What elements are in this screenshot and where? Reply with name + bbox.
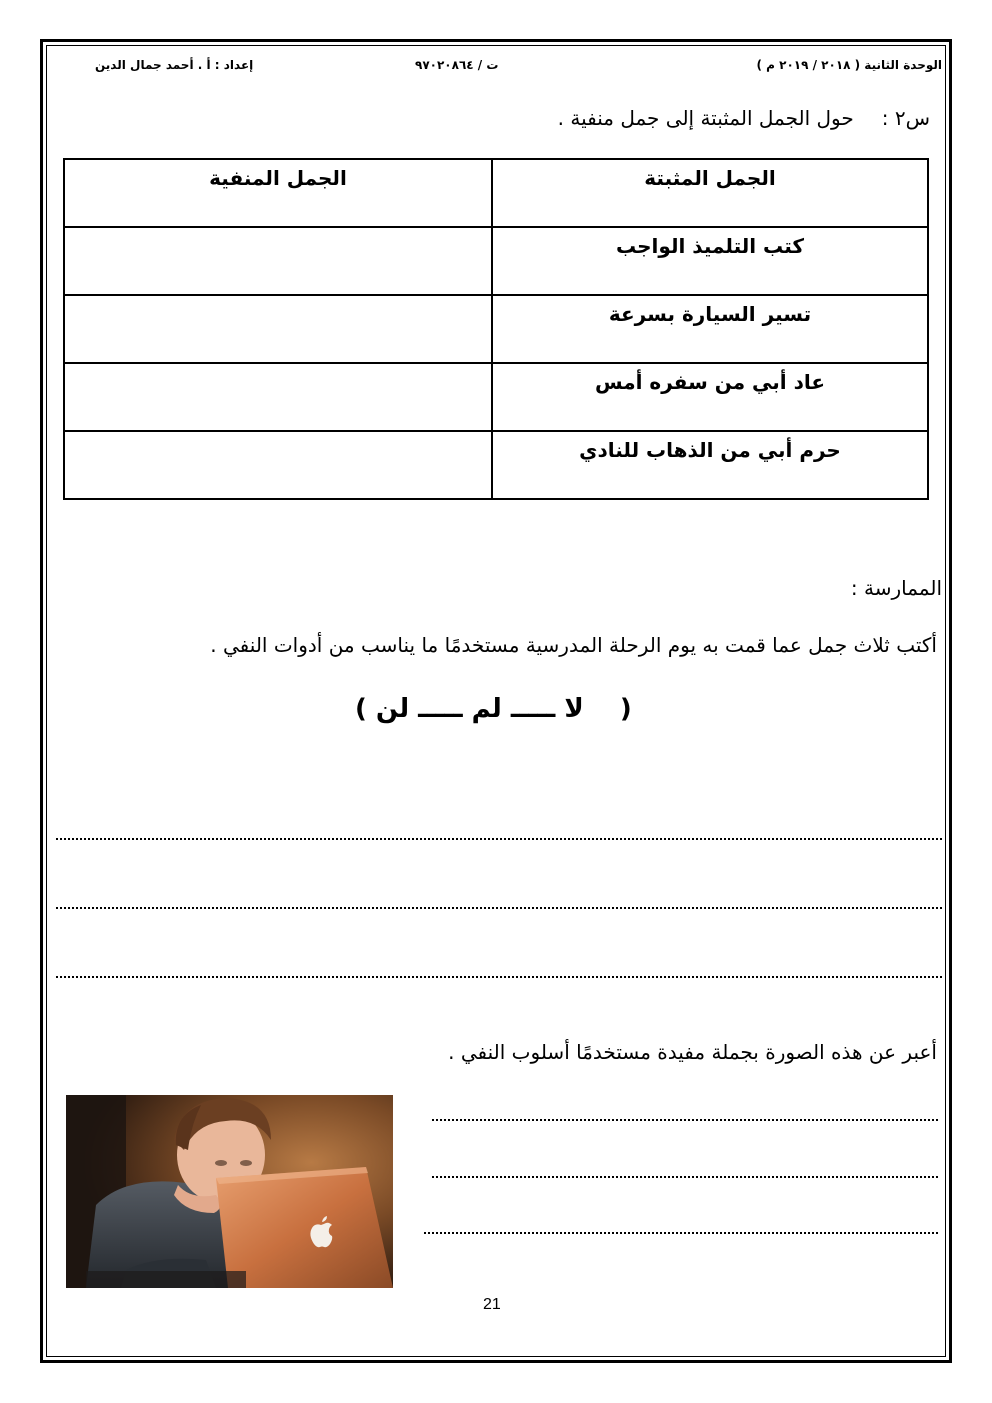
answer-line[interactable] xyxy=(56,976,942,978)
table-row xyxy=(64,295,928,363)
page-number: 21 xyxy=(483,1296,501,1313)
col-affirmative-header: الجمل المثبتة xyxy=(492,159,928,227)
answer-line[interactable] xyxy=(56,907,942,909)
header-author: إعداد : أ . أحمد جمال الدين xyxy=(95,58,254,72)
picture-answer-line[interactable] xyxy=(432,1176,938,1178)
col-negative-header: الجمل المنفية xyxy=(64,159,492,227)
question-line xyxy=(558,106,930,130)
practice-title: الممارسة : xyxy=(850,576,942,600)
affirmative-sentence: حرم أبي من الذهاب للنادي xyxy=(492,431,928,499)
header-phone: ت / ٩٧٠٢٠٨٦٤ xyxy=(415,58,499,72)
table-header-row xyxy=(64,159,928,227)
negative-answer-cell[interactable] xyxy=(64,295,492,363)
negative-answer-cell[interactable] xyxy=(64,227,492,295)
picture-answer-line[interactable] xyxy=(432,1119,938,1121)
question-text: حول الجمل المثبتة إلى جمل منفية . xyxy=(557,106,854,130)
question-number: س٢ : xyxy=(881,106,930,130)
table-row xyxy=(64,363,928,431)
header-unit: الوحدة الثانية ( ٢٠١٨ / ٢٠١٩ م ) xyxy=(756,58,942,72)
negative-answer-cell[interactable] xyxy=(64,363,492,431)
picture-answer-line[interactable] xyxy=(424,1232,938,1234)
answer-line[interactable] xyxy=(56,838,942,840)
practice-task: أكتب ثلاث جمل عما قمت به يوم الرحلة المدرسية مستخدمًا ما يناسب من أدوات النفي . xyxy=(210,633,937,657)
negation-tools: ( لا ـــــ لم ـــــ لن ) xyxy=(355,694,632,724)
negative-answer-cell[interactable] xyxy=(64,431,492,499)
sentences-table xyxy=(63,158,929,500)
affirmative-sentence: كتب التلميذ الواجب xyxy=(492,227,928,295)
affirmative-sentence: تسير السيارة بسرعة xyxy=(492,295,928,363)
affirmative-sentence: عاد أبي من سفره أمس xyxy=(492,363,928,431)
boy-laptop-photo xyxy=(66,1095,393,1288)
table-row xyxy=(64,431,928,499)
table-row xyxy=(64,227,928,295)
picture-task: أعبر عن هذه الصورة بجملة مفيدة مستخدمًا أسلوب النفي . xyxy=(448,1040,937,1064)
